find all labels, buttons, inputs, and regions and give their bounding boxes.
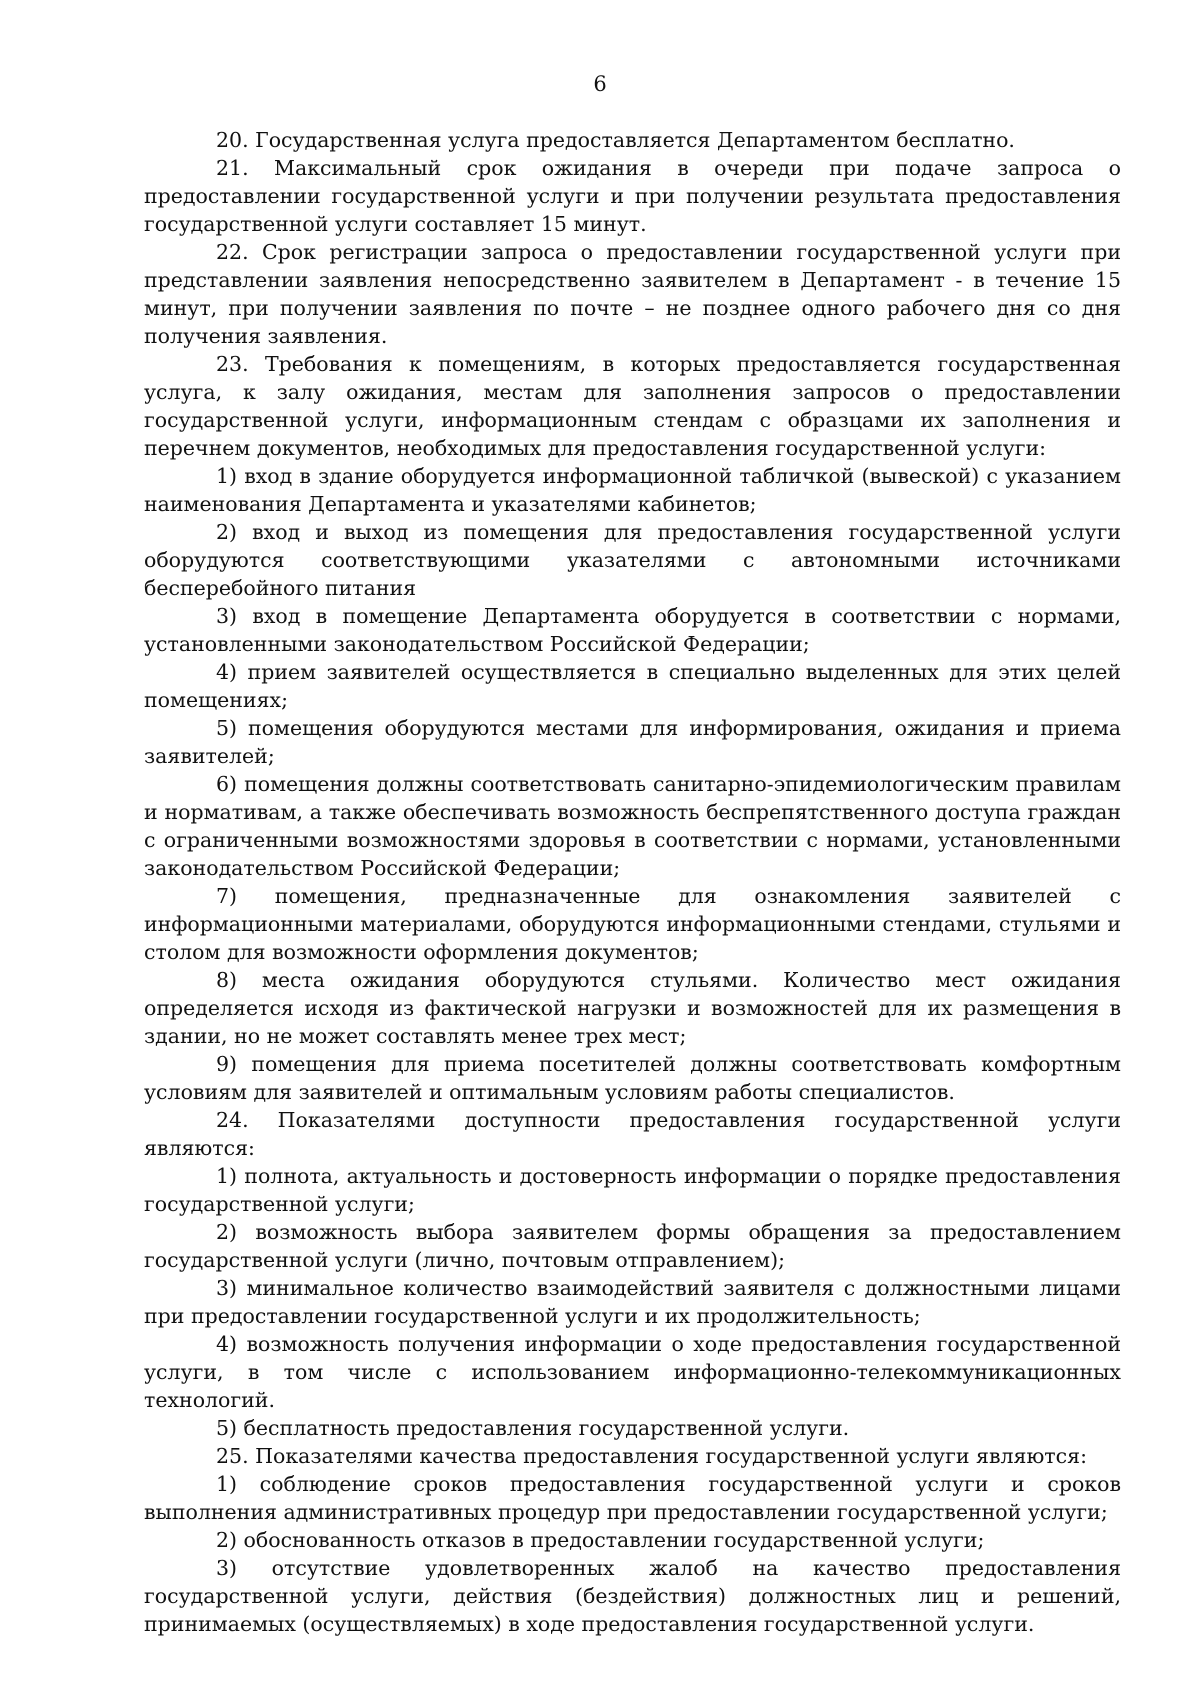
paragraph-23: 23. Требования к помещениям, в которых предоставляется государственная услуга, к залу ожидания, местам для заполнения запросов о предоставлении государственной услуги, информационным стендам с образцами их заполнения и перечнем документов, необходимых для предоставления государственной услуги: <box>144 352 1121 460</box>
paragraph-23-item-5: 5) помещения оборудуются местами для информирования, ожидания и приема заявителей; <box>144 716 1121 768</box>
paragraph-24-item-2: 2) возможность выбора заявителем формы обращения за предоставлением государственной услуги (лично, почтовым отправлением); <box>144 1220 1121 1272</box>
paragraph-25-item-3: 3) отсутствие удовлетворенных жалоб на качество предоставления государственной услуги, действия (бездействия) должностных лиц и решений, принимаемых (осуществляемых) в ходе предоставления государственной услуги. <box>144 1556 1121 1636</box>
paragraph-25-item-2: 2) обоснованность отказов в предоставлении государственной услуги; <box>216 1528 985 1552</box>
paragraph-23-item-4: 4) прием заявителей осуществляется в специально выделенных для этих целей помещениях; <box>144 660 1121 712</box>
paragraph-23-item-7: 7) помещения, предназначенные для ознакомления заявителей с информационными материалами, оборудуются информационными стендами, стульями и столом для возможности оформления документов; <box>144 884 1121 964</box>
paragraph-23-item-1: 1) вход в здание оборудуется информационной табличкой (вывеской) с указанием наименования Департамента и указателями кабинетов; <box>144 464 1121 516</box>
page-number: 6 <box>593 72 607 96</box>
paragraph-24: 24. Показателями доступности предоставления государственной услуги являются: <box>144 1108 1121 1160</box>
paragraph-20: 20. Государственная услуга предоставляется Департаментом бесплатно. <box>216 128 1015 152</box>
paragraph-25: 25. Показателями качества предоставления государственной услуги являются: <box>216 1444 1087 1468</box>
paragraph-23-item-8: 8) места ожидания оборудуются стульями. Количество мест ожидания определяется исходя из фактической нагрузки и возможностей для их размещения в здании, но не может составлять менее трех мест; <box>144 968 1121 1048</box>
paragraph-21: 21. Максимальный срок ожидания в очереди при подаче запроса о предоставлении государственной услуги и при получении результата предоставления государственной услуги составляет 15 минут. <box>144 156 1121 236</box>
paragraph-23-item-6: 6) помещения должны соответствовать санитарно-эпидемиологическим правилам и нормативам, а также обеспечивать возможность беспрепятственного доступа граждан с ограниченными возможностями здоровья в соответствии с нормами, установленными законодательством Российской Федерации; <box>144 772 1121 880</box>
paragraph-24-item-4: 4) возможность получения информации о ходе предоставления государственной услуги, в том числе с использованием информационно-телекоммуникационных технологий. <box>144 1332 1121 1412</box>
paragraph-24-item-3: 3) минимальное количество взаимодействий заявителя с должностными лицами при предоставлении государственной услуги и их продолжительность; <box>144 1276 1121 1328</box>
paragraph-24-item-1: 1) полнота, актуальность и достоверность информации о порядке предоставления государственной услуги; <box>144 1164 1121 1216</box>
paragraph-23-item-9: 9) помещения для приема посетителей должны соответствовать комфортным условиям для заявителей и оптимальным условиям работы специалистов. <box>144 1052 1121 1104</box>
document-body <box>144 126 1121 1638</box>
paragraph-25-item-1: 1) соблюдение сроков предоставления государственной услуги и сроков выполнения административных процедур при предоставлении государственной услуги; <box>144 1472 1121 1524</box>
paragraph-22: 22. Срок регистрации запроса о предоставлении государственной услуги при представлении заявления непосредственно заявителем в Департамент - в течение 15 минут, при получении заявления по почте – не позднее одного рабочего дня со дня получения заявления. <box>144 240 1121 348</box>
paragraph-23-item-3: 3) вход в помещение Департамента оборудуется в соответствии с нормами, установленными законодательством Российской Федерации; <box>144 604 1121 656</box>
paragraph-24-item-5: 5) бесплатность предоставления государственной услуги. <box>216 1416 850 1440</box>
paragraph-23-item-2: 2) вход и выход из помещения для предоставления государственной услуги оборудуются соответствующими указателями с автономными источниками бесперебойного питания <box>144 520 1121 600</box>
